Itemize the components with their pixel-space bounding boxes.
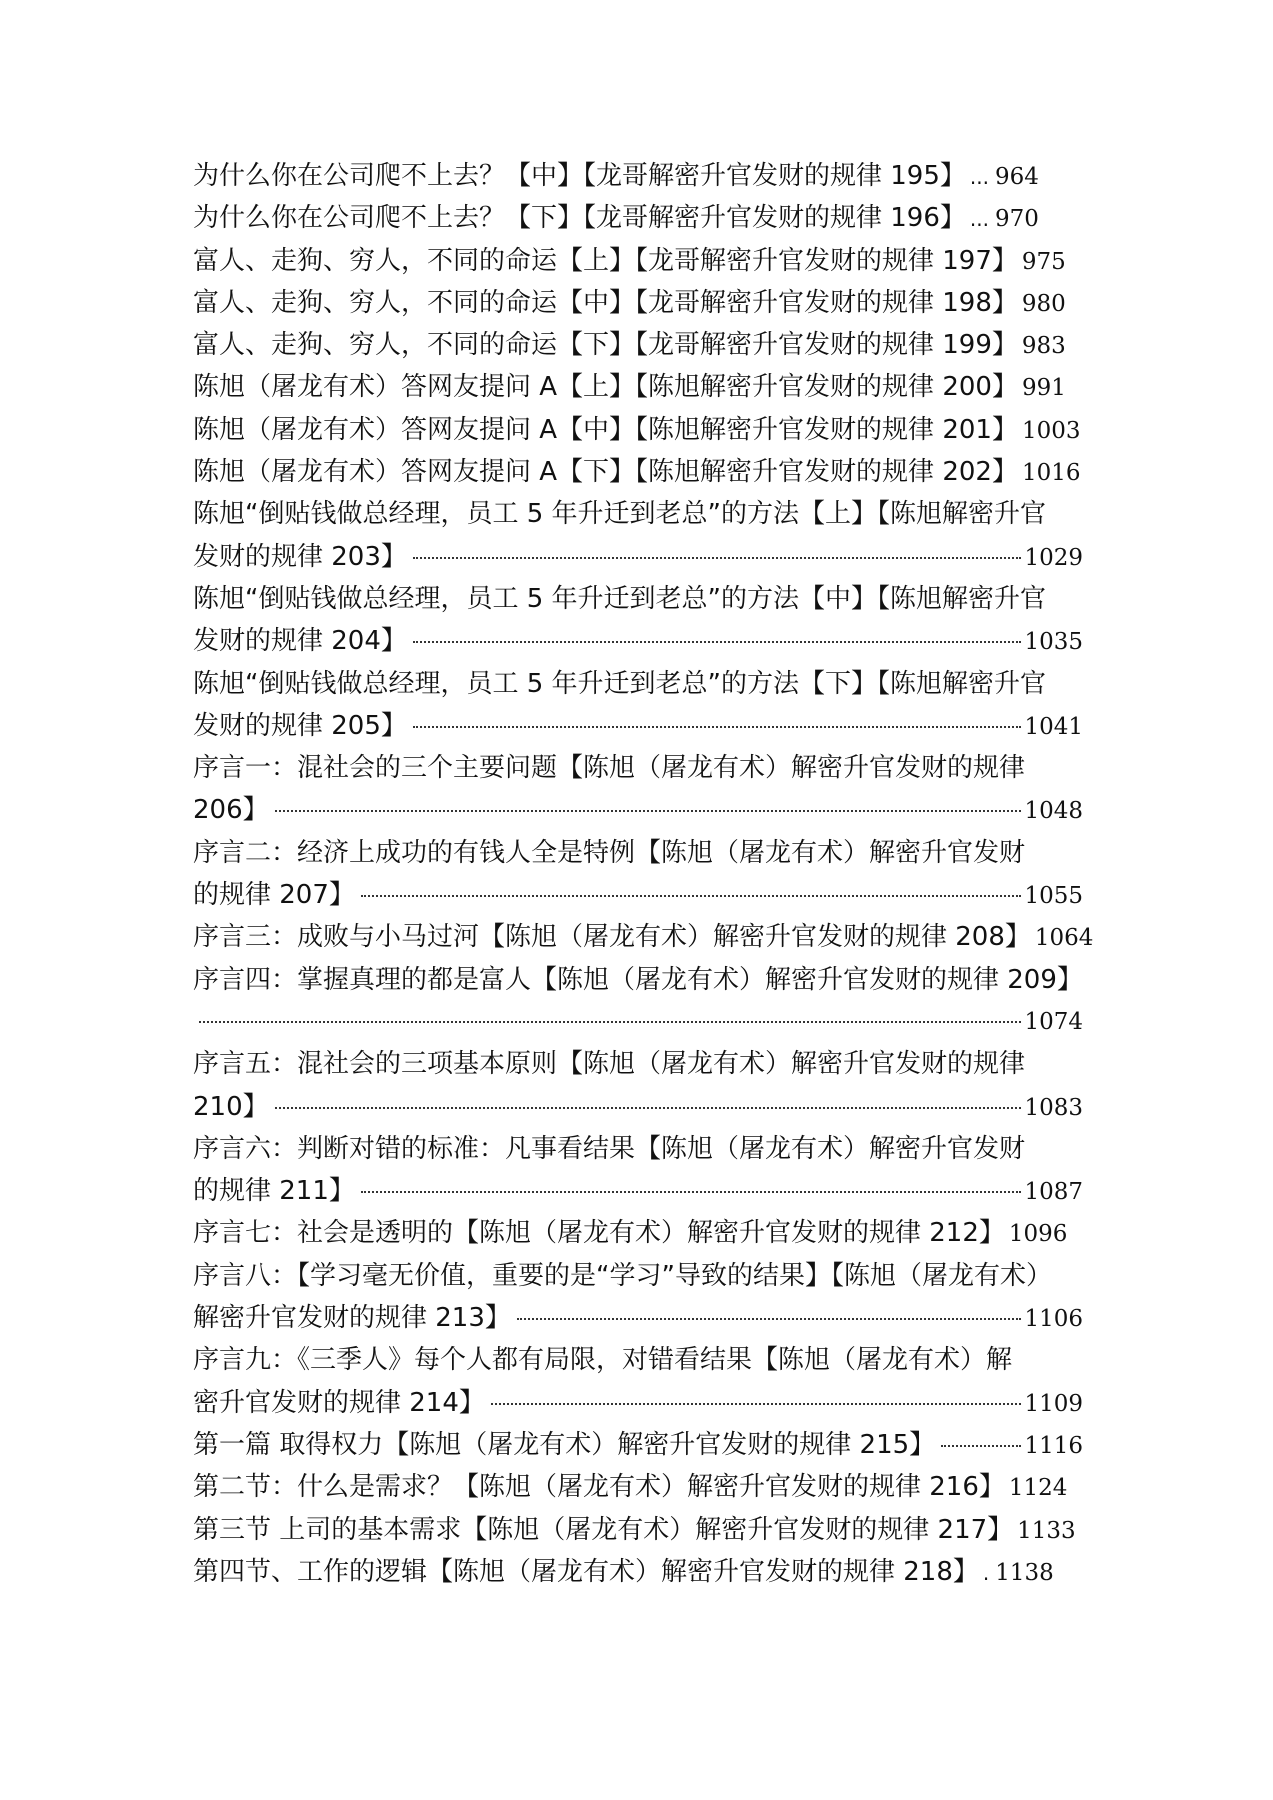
toc-page-number: 991 [1021,375,1066,402]
toc-entry[interactable] [193,240,1115,282]
toc-entry-line [193,366,1115,408]
toc-entry[interactable] [193,916,1115,958]
toc-entry-line [193,620,1083,662]
toc-entry-line [193,1212,1115,1254]
toc-entry-title: 序言四：掌握真理的都是富人【陈旭（屠龙有术）解密升官发财的规律 209】 [193,964,1083,995]
toc-entry-line [193,324,1115,366]
toc-page-number: 1109 [1024,1390,1083,1417]
toc-entry-line [193,1551,1115,1593]
toc-page-number: 1124 [1008,1475,1068,1502]
toc-page-number: 980 [1021,290,1066,317]
toc-page-number: 1048 [1024,798,1083,825]
toc-page-number: 1041 [1024,713,1083,740]
toc-entry-line [193,451,1115,493]
toc-entry-line [193,874,1083,916]
toc-entry[interactable] [193,1043,1115,1128]
toc-entry-title: 为什么你在公司爬不上去？【下】【龙哥解密升官发财的规律 196】 [193,203,966,234]
dot-leader [413,726,1022,728]
toc-entry-title: 富人、走狗、穷人，不同的命运【下】【龙哥解密升官发财的规律 199】 [193,330,1018,361]
dot-leader-text: ... [969,165,989,189]
toc-entry[interactable] [193,493,1115,578]
toc-entry-line [193,747,1115,789]
toc-entry[interactable] [193,324,1115,366]
toc-page-number: 1116 [1024,1432,1083,1459]
toc-entry[interactable] [193,1212,1115,1254]
toc-page-number: 1029 [1024,544,1083,571]
toc-entry-title: 序言九：《三季人》每个人都有局限，对错看结果【陈旭（屠龙有术）解 [193,1345,1013,1376]
toc-entry-line [193,282,1115,324]
toc-entry[interactable] [193,959,1115,1044]
toc-page-number: 983 [1021,333,1066,360]
toc-page-number: 1055 [1024,883,1083,910]
toc-page-number: 1138 [995,1559,1054,1586]
dot-leader [941,1445,1021,1447]
toc-entry-title: 第四节、工作的逻辑【陈旭（屠龙有术）解密升官发财的规律 218】 [193,1556,979,1587]
toc-page-number: 1016 [1021,460,1081,487]
toc-entry-line [193,1339,1115,1381]
toc-page-number: 1133 [1017,1517,1076,1544]
toc-entry-line [193,1466,1115,1508]
toc-entry-title: 第三节 上司的基本需求【陈旭（屠龙有术）解密升官发财的规律 217】 [193,1514,1014,1545]
toc-entry-line [193,705,1083,747]
toc-entry-title: 富人、走狗、穷人，不同的命运【中】【龙哥解密升官发财的规律 198】 [193,287,1018,318]
toc-entry-title: 发财的规律 204】 [193,626,407,657]
toc-page-number: 975 [1021,248,1066,275]
toc-page-number: 1106 [1024,1306,1083,1333]
toc-entry-line [193,1509,1115,1551]
dot-leader-text: . [982,1560,990,1585]
toc-entry[interactable] [193,1509,1115,1551]
toc-entry-line [193,1297,1083,1339]
toc-entry-line [193,1424,1083,1466]
toc-entry-title: 序言二：经济上成功的有钱人全是特例【陈旭（屠龙有术）解密升官发财 [193,837,1026,868]
table-of-contents [193,155,1115,1593]
toc-entry-title: 序言六：判断对错的标准：凡事看结果【陈旭（屠龙有术）解密升官发财 [193,1133,1026,1164]
toc-entry-title: 206】 [193,795,269,826]
toc-entry-line [193,197,1115,239]
dot-leader [199,1021,1021,1023]
toc-page-number: 1035 [1024,629,1083,656]
dot-leader [275,1107,1022,1109]
toc-entry-title: 序言八：【学习毫无价值，重要的是“学习”导致的结果】【陈旭（屠龙有术） [193,1260,1052,1291]
toc-entry[interactable] [193,1551,1115,1593]
toc-entry-line [193,409,1115,451]
toc-entry[interactable] [193,578,1115,663]
toc-entry-title: 发财的规律 205】 [193,710,407,741]
toc-entry[interactable] [193,409,1115,451]
toc-entry[interactable] [193,1255,1115,1340]
toc-entry-line [193,578,1115,620]
toc-entry-title: 第一篇 取得权力【陈旭（屠龙有术）解密升官发财的规律 215】 [193,1429,936,1460]
toc-entry-title: 序言一：混社会的三个主要问题【陈旭（屠龙有术）解密升官发财的规律 [193,753,1026,784]
dot-leader [491,1403,1022,1405]
toc-entry-title: 210】 [193,1091,269,1122]
toc-entry-title: 第二节：什么是需求？【陈旭（屠龙有术）解密升官发财的规律 216】 [193,1472,1005,1503]
toc-entry[interactable] [193,451,1115,493]
toc-entry-title: 陈旭（屠龙有术）答网友提问 A【中】【陈旭解密升官发财的规律 201】 [193,414,1018,445]
toc-entry-line [193,663,1115,705]
toc-entry-title: 解密升官发财的规律 213】 [193,1303,511,1334]
toc-entry-line [193,1382,1083,1424]
toc-entry-title: 陈旭“倒贴钱做总经理，员工 5 年升迁到老总”的方法【下】【陈旭解密升官 [193,668,1047,699]
dot-leader-text: ... [969,207,989,232]
toc-page-number: 1083 [1024,1094,1083,1121]
dot-leader [413,557,1022,559]
toc-entry-line [193,832,1115,874]
toc-entry-title: 为什么你在公司爬不上去？【中】【龙哥解密升官发财的规律 195】 [193,161,966,191]
toc-entry[interactable] [193,1128,1115,1213]
toc-entry[interactable] [193,155,1115,197]
toc-entry-line [193,536,1083,578]
toc-entry[interactable] [193,832,1115,917]
dot-leader [517,1318,1022,1320]
toc-entry-title: 序言七：社会是透明的【陈旭（屠龙有术）解密升官发财的规律 212】 [193,1218,1005,1249]
toc-entry-line [193,1128,1115,1170]
toc-entry-title: 陈旭“倒贴钱做总经理，员工 5 年升迁到老总”的方法【中】【陈旭解密升官 [193,583,1047,614]
dot-leader [361,1191,1022,1193]
toc-entry-line [193,916,1115,958]
toc-entry-title: 的规律 211】 [193,1176,355,1207]
toc-entry-line [193,1086,1083,1128]
toc-page-number: 1003 [1021,417,1081,444]
toc-entry-line [193,959,1115,1001]
toc-entry-title: 富人、走狗、穷人，不同的命运【上】【龙哥解密升官发财的规律 197】 [193,245,1018,276]
toc-entry-line [193,155,1115,197]
toc-entry[interactable] [193,366,1115,408]
toc-entry-line [193,1001,1083,1043]
toc-entry-title: 陈旭（屠龙有术）答网友提问 A【下】【陈旭解密升官发财的规律 202】 [193,457,1018,488]
toc-page-number: 970 [994,206,1039,233]
toc-entry-line [193,1255,1115,1297]
toc-page-number: 1087 [1024,1179,1083,1206]
toc-entry-line [193,240,1115,282]
toc-entry[interactable] [193,1339,1115,1424]
toc-entry[interactable] [193,747,1115,832]
toc-entry-title: 陈旭“倒贴钱做总经理，员工 5 年升迁到老总”的方法【上】【陈旭解密升官 [193,499,1047,530]
toc-entry-line [193,1043,1115,1085]
toc-entry-line [193,789,1083,831]
toc-entry[interactable] [193,282,1115,324]
toc-entry-title: 密升官发财的规律 214】 [193,1387,485,1418]
toc-entry[interactable] [193,1466,1115,1508]
dot-leader [413,641,1022,643]
dot-leader [361,895,1022,897]
toc-entry[interactable] [193,663,1115,748]
toc-entry-title: 序言五：混社会的三项基本原则【陈旭（屠龙有术）解密升官发财的规律 [193,1049,1026,1080]
toc-page-number: 1074 [1024,1008,1083,1035]
toc-entry-line [193,493,1115,535]
toc-entry-line [193,1170,1083,1212]
toc-entry-title: 发财的规律 203】 [193,541,407,572]
toc-page-number: 964 [994,164,1039,190]
toc-page-number: 1096 [1008,1221,1068,1248]
toc-entry-title: 陈旭（屠龙有术）答网友提问 A【上】【陈旭解密升官发财的规律 200】 [193,372,1018,403]
toc-entry[interactable] [193,1424,1115,1466]
toc-entry[interactable] [193,197,1115,239]
toc-entry-title: 的规律 207】 [193,880,355,911]
toc-page-number: 1064 [1034,925,1094,952]
toc-entry-title: 序言三：成败与小马过河【陈旭（屠龙有术）解密升官发财的规律 208】 [193,922,1031,953]
dot-leader [275,810,1022,812]
